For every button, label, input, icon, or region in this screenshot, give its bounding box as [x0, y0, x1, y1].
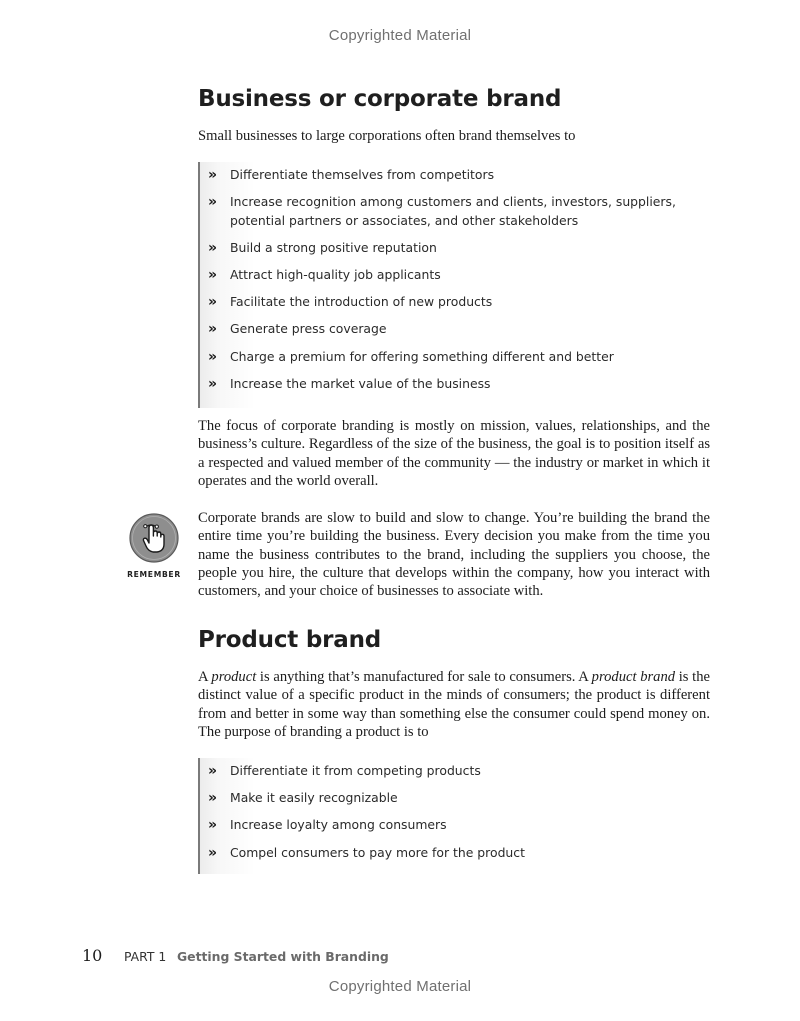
corporate-focus-block [198, 417, 710, 490]
chevron-bullet-icon: » [208, 294, 218, 311]
bullet-text: Build a strong positive reputation [230, 239, 437, 255]
bullet-item [200, 293, 720, 312]
intro-text-1: A [198, 669, 212, 685]
bullet-text: Make it easily recognizable [230, 790, 398, 806]
chevron-bullet-icon: » [208, 194, 218, 211]
bullet-text: Generate press coverage [230, 321, 387, 337]
business-brand-bullet-list [198, 162, 720, 408]
term-product-brand: product brand [591, 669, 676, 685]
chevron-bullet-icon: » [208, 375, 218, 392]
bullet-text: Charge a premium for offering something different and better [230, 348, 614, 364]
bullet-text: Compel consumers to pay more for the product [230, 844, 525, 860]
bullet-item [200, 266, 720, 285]
chevron-bullet-icon: » [208, 167, 218, 183]
footer-part-label: PART 1 [124, 949, 167, 964]
bullet-text: Differentiate it from competing products [230, 763, 481, 778]
section-product-brand [198, 627, 710, 653]
product-brand-intro [198, 668, 710, 741]
bullet-item [200, 348, 720, 367]
bullet-text: Attract high-quality job applicants [230, 267, 441, 283]
intro-text-3: is the distinct value of a specific product in the minds of consumers; the product is different from and better in some way than something else the consumer could spend money on. The purpose of branding a product is to [198, 669, 710, 740]
chevron-bullet-icon: » [208, 267, 218, 284]
corporate-focus-paragraph: The focus of corporate branding is mostly on mission, values, relationships, and the business’s culture. Regardless of the size of the business, the goal is to position itself as a respected and valued member of the community — the industry or market in which it operates and the world overall. [198, 418, 710, 489]
chevron-bullet-icon: » [208, 844, 218, 861]
product-brand-intro-block [198, 668, 710, 741]
watermark-top: Copyrighted Material [328, 27, 472, 44]
page-number: 10 [82, 946, 103, 965]
product-brand-bullet-list [198, 758, 720, 874]
section-business-brand [198, 86, 710, 112]
bullet-item [200, 193, 720, 230]
bullet-item [200, 762, 720, 781]
watermark-bottom: Copyrighted Material [328, 978, 472, 995]
bullet-item [200, 789, 720, 808]
business-brand-intro: Small businesses to large corporations often brand themselves to [198, 128, 576, 144]
bullet-item [200, 320, 720, 339]
intro-text-2: is anything that’s manufactured for sale to consumers. A [256, 669, 592, 685]
bullet-text: Increase loyalty among consumers [230, 817, 447, 833]
bullet-item [200, 816, 720, 835]
chevron-bullet-icon: » [208, 817, 218, 834]
section-heading-business-brand: Business or corporate brand [198, 86, 562, 112]
section-heading-product-brand: Product brand [198, 627, 382, 653]
footer-part-title: Getting Started with Branding [177, 949, 389, 964]
bullet-item [200, 375, 720, 394]
bullet-item [200, 239, 720, 258]
finger-string-icon [129, 513, 179, 563]
chevron-bullet-icon: » [208, 763, 218, 779]
bullet-text: Increase the market value of the business [230, 375, 491, 391]
business-brand-intro-block [198, 127, 710, 145]
bullet-item [200, 166, 720, 185]
remember-paragraph: Corporate brands are slow to build and slow to change. You’re building the brand the entire time you’re building the business. Every decision you make from the time you name the business contributes to the brand, including the suppliers you choose, the people you hire, the culture that develops within the company, how you interact with customers, and your choice of businesses to associate with. [198, 510, 710, 600]
remember-label: REMEMBER [127, 570, 181, 579]
chevron-bullet-icon: » [208, 348, 218, 365]
remember-block [198, 509, 710, 600]
chevron-bullet-icon: » [208, 790, 218, 807]
chevron-bullet-icon: » [208, 321, 218, 338]
bullet-text: Differentiate themselves from competitors [230, 167, 495, 182]
bullet-text: Facilitate the introduction of new products [230, 294, 493, 310]
chevron-bullet-icon: » [208, 239, 218, 256]
bullet-item [200, 844, 720, 863]
bullet-text: Increase recognition among customers and clients, investors, suppliers, potential partners or associates, and other stakeholders [230, 194, 676, 228]
term-product: product [211, 669, 257, 685]
